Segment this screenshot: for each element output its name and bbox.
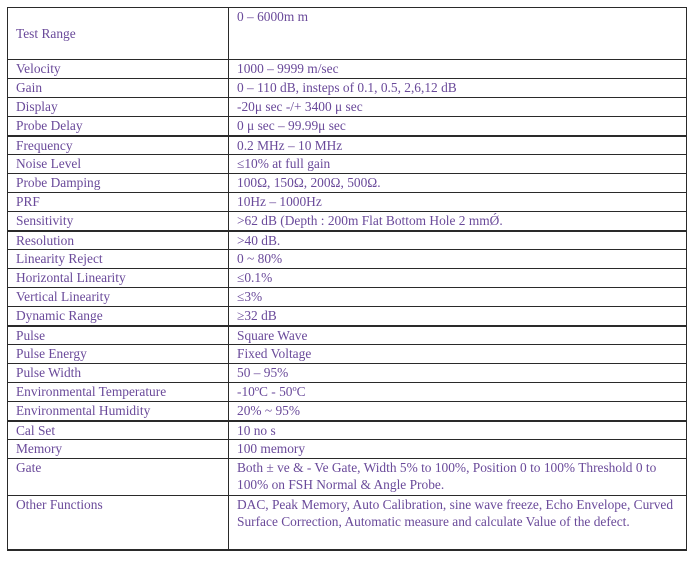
- row-value: 10 no s: [229, 421, 687, 440]
- table-row: [8, 8, 687, 60]
- table-row: [8, 155, 687, 174]
- row-label: Probe Delay: [8, 117, 229, 136]
- table-row: [8, 117, 687, 136]
- table-row: [8, 231, 687, 250]
- table-row: [8, 307, 687, 326]
- table-row: [8, 326, 687, 345]
- row-label: Probe Damping: [8, 174, 229, 193]
- row-label: Cal Set: [8, 421, 229, 440]
- table-row: [8, 364, 687, 383]
- table-row: [8, 60, 687, 79]
- row-label: Environmental Humidity: [8, 402, 229, 421]
- row-value: -10ºC - 50ºC: [229, 383, 687, 402]
- table-row: [8, 269, 687, 288]
- row-label: Pulse: [8, 326, 229, 345]
- row-value: 20% ~ 95%: [229, 402, 687, 421]
- table-row: [8, 136, 687, 155]
- table-row: [8, 174, 687, 193]
- row-label: Display: [8, 98, 229, 117]
- row-label: Frequency: [8, 136, 229, 155]
- table-row: [8, 402, 687, 421]
- table-row: [8, 79, 687, 98]
- table-row: [8, 421, 687, 440]
- row-label: Gain: [8, 79, 229, 98]
- row-label: Other Functions: [8, 496, 229, 550]
- row-value: 0 μ sec – 99.99μ sec: [229, 117, 687, 136]
- row-label: Pulse Width: [8, 364, 229, 383]
- row-value: 0 ~ 80%: [229, 250, 687, 269]
- row-value: Square Wave: [229, 326, 687, 345]
- row-label: Environmental Temperature: [8, 383, 229, 402]
- row-value: -20μ sec -/+ 3400 μ sec: [229, 98, 687, 117]
- specifications-table: [7, 7, 687, 551]
- row-label: Sensitivity: [8, 212, 229, 231]
- row-value: ≤3%: [229, 288, 687, 307]
- row-value: ≤0.1%: [229, 269, 687, 288]
- table-row: [8, 496, 687, 550]
- row-label: Linearity Reject: [8, 250, 229, 269]
- row-value: 1000 – 9999 m/sec: [229, 60, 687, 79]
- row-label: Test Range: [8, 8, 229, 60]
- row-label: Pulse Energy: [8, 345, 229, 364]
- row-value: DAC, Peak Memory, Auto Calibration, sine wave freeze, Echo Envelope, Curved Surface Correction, Automatic measure and calculate Value of the defect.: [229, 496, 687, 550]
- row-value: 10Hz – 1000Hz: [229, 193, 687, 212]
- table-row: [8, 193, 687, 212]
- row-value: >40 dB.: [229, 231, 687, 250]
- row-value: 0.2 MHz – 10 MHz: [229, 136, 687, 155]
- row-value: 100Ω, 150Ω, 200Ω, 500Ω.: [229, 174, 687, 193]
- table-row: [8, 98, 687, 117]
- row-label: PRF: [8, 193, 229, 212]
- table-row: [8, 212, 687, 231]
- row-label: Noise Level: [8, 155, 229, 174]
- table-row: [8, 288, 687, 307]
- row-value: >62 dB (Depth : 200m Flat Bottom Hole 2 mmǾ.: [229, 212, 687, 231]
- row-value: Fixed Voltage: [229, 345, 687, 364]
- table-row: [8, 383, 687, 402]
- row-value: 0 – 6000m m: [229, 8, 687, 60]
- row-value: Both ± ve & - Ve Gate, Width 5% to 100%, Position 0 to 100% Threshold 0 to 100% on FSH Normal & Angle Probe.: [229, 459, 687, 496]
- row-label: Memory: [8, 440, 229, 459]
- row-label: Horizontal Linearity: [8, 269, 229, 288]
- row-label: Dynamic Range: [8, 307, 229, 326]
- table-row: [8, 345, 687, 364]
- row-value: 100 memory: [229, 440, 687, 459]
- row-value: 0 – 110 dB, insteps of 0.1, 0.5, 2,6,12 dB: [229, 79, 687, 98]
- row-value: ≥32 dB: [229, 307, 687, 326]
- table-row: [8, 459, 687, 496]
- row-value: ≤10% at full gain: [229, 155, 687, 174]
- row-label: Vertical Linearity: [8, 288, 229, 307]
- row-label: Velocity: [8, 60, 229, 79]
- row-value: 50 – 95%: [229, 364, 687, 383]
- table-row: [8, 440, 687, 459]
- row-label: Resolution: [8, 231, 229, 250]
- row-label: Gate: [8, 459, 229, 496]
- table-row: [8, 250, 687, 269]
